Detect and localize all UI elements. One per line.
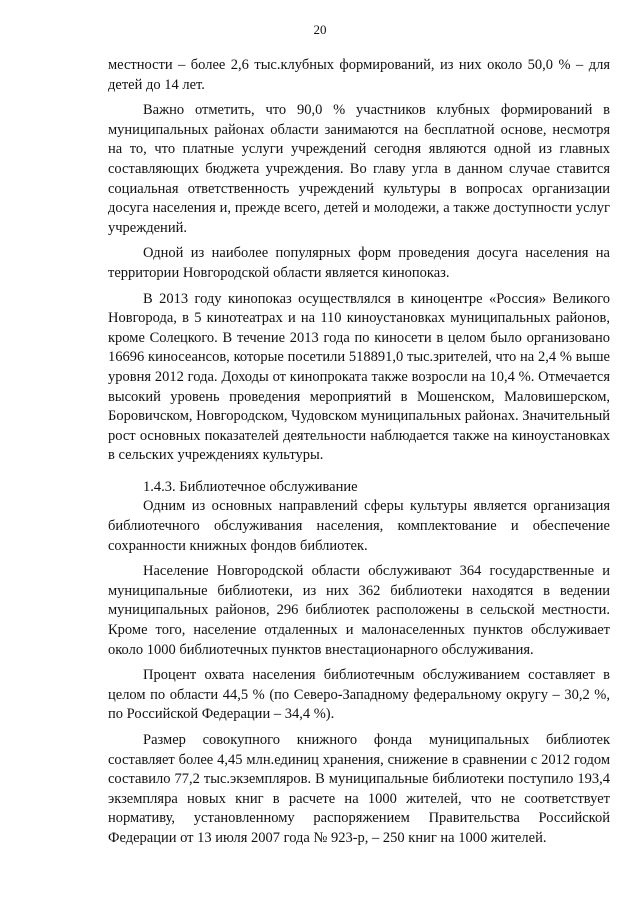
document-body — [108, 56, 610, 855]
paragraph-library-direction: Одним из основных направлений сферы культуры является организация библиотечного обслуживания населения, комплектование и обеспечение сохранности книжных фондов библиотек. — [108, 498, 610, 554]
paragraph-free-participation: Важно отметить, что 90,0 % участников клубных формирований в муниципальных районах области занимаются на бесплатной основе, несмотря на то, что платные услуги учреждений сегодня являются одной из главных составляющих бюджета учреждения. Во главу угла в данном случае ставится социальная ответственность учреждений культуры в вопросах организации досуга населения и, прежде всего, детей и молодежи, а также доступности услуг учреждений. — [108, 102, 610, 236]
section-heading-library-service: 1.4.3. Библиотечное обслуживание — [143, 478, 358, 495]
paragraph-library-count: Население Новгородской области обслуживают 364 государственные и муниципальные библиотеки, из них 362 библиотеки находятся в ведении муниципальных районов, 296 библиотек расположены в сельской местности. Кроме того, население отдаленных и малонаселенных пунктов обслуживает около 1000 библиотечных пунктов внестационарного обслуживания. — [108, 563, 610, 658]
paragraph-cinema-intro: Одной из наиболее популярных форм проведения досуга населения на территории Новгородской области является кинопоказ. — [108, 245, 610, 281]
page-number: 20 — [313, 22, 327, 37]
paragraph-clubs-continuation: местности – более 2,6 тыс.клубных формирований, из них около 50,0 % – для детей до 14 лет. — [108, 57, 610, 93]
paragraph-book-fund: Размер совокупного книжного фонда муниципальных библиотек составляет более 4,45 млн.единиц хранения, снижение в сравнении с 2012 годом составило 77,2 тыс.экземпляров. В муниципальные библиотеки поступило 193,4 экземпляра новых книг в расчете на 1000 жителей, что не соответствует нормативу, установленному распоряжением Правительства Российской Федерации от 13 июля 2007 года № 923-р, – 250 книг на 1000 жителей. — [108, 732, 610, 846]
paragraph-library-coverage: Процент охвата населения библиотечным обслуживанием составляет в целом по области 44,5 % (по Северо-Западному федеральному округу – 30,2 %, по Российской Федерации – 34,4 %). — [108, 667, 610, 723]
paragraph-cinema-2013: В 2013 году кинопоказ осуществлялся в киноцентре «Россия» Великого Новгорода, в 5 кинотеатрах и на 110 киноустановках муниципальных районов, кроме Солецкого. В течение 2013 года по киносети в целом было организовано 16696 киносеансов, которые посетили 518891,0 тыс.зрителей, что на 2,4 % выше уровня 2012 года. Доходы от кинопроката также возросли на 10,4 %. Отмечается высокий уровень проведения мероприятий в Мошенском, Маловишерском, Боровичском, Новгородском, Чудовском муниципальных районах. Значительный рост основных показателей деятельности наблюдается также на киноустановках в сельских учреждениях культуры. — [108, 290, 611, 464]
